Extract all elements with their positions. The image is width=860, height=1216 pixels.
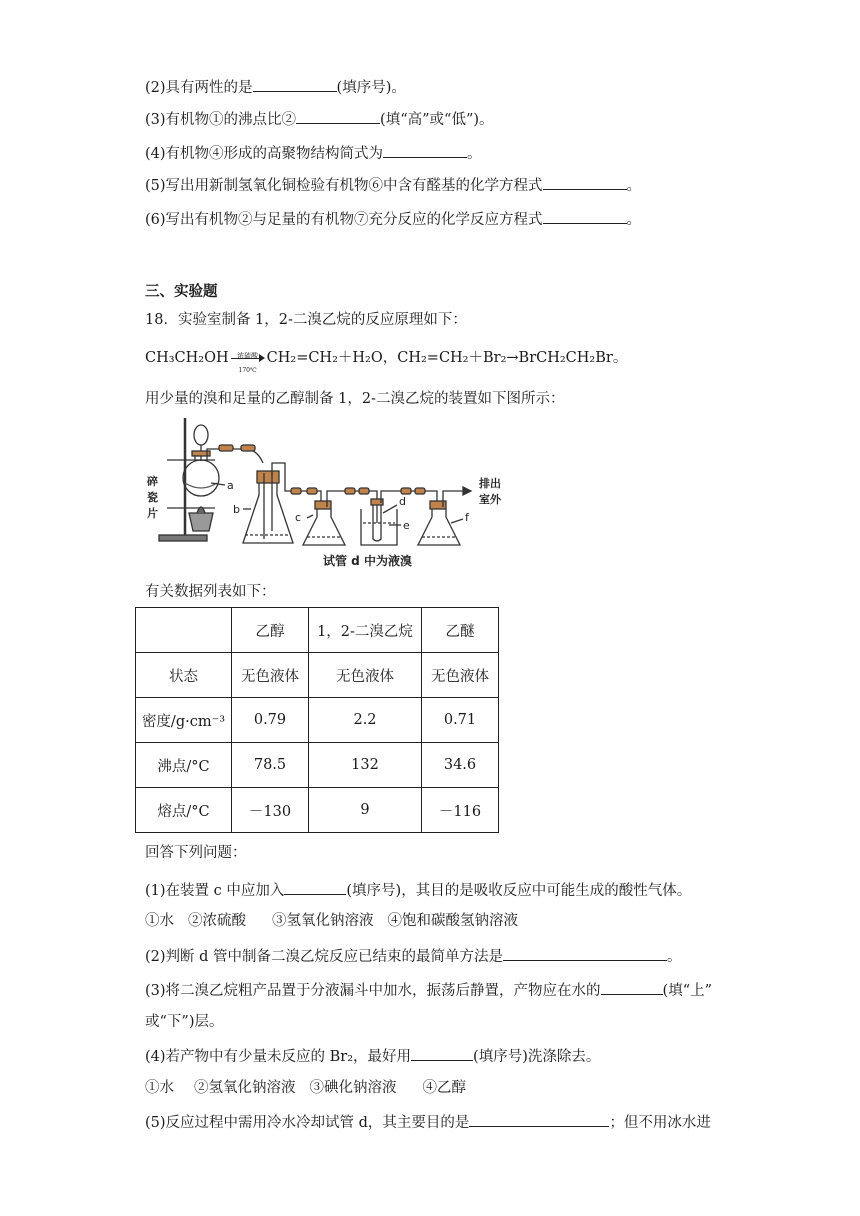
answer-blank[interactable] [411,1045,473,1061]
label-d: d [399,495,406,508]
table-header-cell: 1，2-二溴乙烷 [309,608,422,653]
question-number: (5) [145,178,166,194]
question-tail: (填“上” [662,983,713,999]
question-text: (3)将二溴乙烷粗产品置于分液漏斗中加水，振荡后静置，产物应在水的 [145,983,601,999]
table-cell: 0.71 [422,698,499,743]
condition-bottom: 170℃ [238,367,257,374]
table-cell: 2.2 [309,698,422,743]
table-cell: 沸点/°C [136,743,232,788]
label-e: e [403,519,410,532]
table-cell: 密度/g·cm⁻³ [136,698,232,743]
question-3 [145,108,494,130]
q18-intro: 18．实验室制备 1，2-二溴乙烷的反应原理如下： [145,312,467,328]
table-cell: 78.5 [232,743,309,788]
answer-blank[interactable] [601,979,663,995]
question-text: (4)若产物中有少量未反应的 Br₂，最好用 [145,1049,412,1065]
option: ④乙醇 [422,1080,466,1096]
equation-reactant: CH₃CH₂OH [145,350,229,366]
question-5 [145,174,641,196]
question-tail: 。 [667,949,682,965]
answer-prompt: 回答下列问题： [145,845,247,861]
table-cell: 熔点/°C [136,788,232,833]
question-tail: 。 [626,212,642,228]
sub-question-4 [145,1045,600,1067]
data-table [135,607,499,833]
section-title: 三、实验题 [145,283,218,300]
table-cell: 无色液体 [309,653,422,698]
option: ②浓硫酸 [188,913,246,929]
question-tail: (填序号)，其目的是吸收反应中可能生成的酸性气体。 [346,883,692,899]
table-row [136,653,499,698]
table-header-row [136,608,499,653]
option: ①水 [145,1080,174,1096]
apparatus-text: 用少量的溴和足量的乙醇制备 1，2-二溴乙烷的装置如下图所示： [145,391,565,407]
option: ③碘化钠溶液 [309,1080,397,1096]
figure-caption: 试管 d 中为液溴 [323,554,412,568]
question-number: (4) [145,146,166,162]
sub-question-5 [145,1111,711,1133]
condition-top: 浓硫酸 [237,352,259,360]
exhaust-label-2: 室外 [479,493,501,506]
figure-side-label-2: 瓷 [147,491,158,504]
option: ①水 [145,913,174,929]
answer-blank[interactable] [543,208,627,224]
question-tail: ；但不用冰水进 [609,1115,711,1131]
option: ③氢氧化钠溶液 [272,913,374,929]
table-cell: 34.6 [422,743,499,788]
answer-blank[interactable] [469,1111,609,1127]
table-cell: 状态 [136,653,232,698]
answer-blank[interactable] [503,945,667,961]
equation-products: CH₂=CH₂＋H₂O，CH₂=CH₂＋Br₂→BrCH₂CH₂Br。 [266,350,628,366]
question-text: (5)反应过程中需用冷水冷却试管 d，其主要目的是 [145,1115,470,1131]
question-text: 有机物①的沸点比② [165,112,297,128]
reaction-equation [145,348,628,374]
sub-question-1 [145,879,691,901]
question-number: (3) [145,112,166,128]
sub-question-3 [145,979,712,1001]
question-number: (2) [145,80,166,96]
table-header-cell: 乙醇 [232,608,309,653]
question-4 [145,142,482,164]
label-c: c [295,511,302,524]
table-header-cell: 乙醚 [422,608,499,653]
reaction-arrow-icon [231,348,265,374]
label-a: a [227,479,234,492]
option: ②氢氧化钠溶液 [194,1080,296,1096]
sub-question-4-options [145,1078,480,1098]
sub-question-3-cont: 或“下”)层。 [145,1014,224,1030]
question-text: (1)在装置 c 中应加入 [145,883,285,899]
label-b: b [233,503,240,516]
label-f: f [465,511,469,524]
question-tail: (填序号)洗涤除去。 [473,1049,601,1065]
sub-question-1-options [145,911,532,931]
question-tail: 。 [467,146,482,162]
table-header-cell [136,608,232,653]
answer-blank[interactable] [284,879,346,895]
question-number: (6) [145,212,166,228]
table-cell: －116 [422,788,499,833]
question-2 [145,76,406,98]
answer-blank[interactable] [296,108,380,124]
apparatus-diagram [145,413,525,573]
table-cell: 0.79 [232,698,309,743]
answer-blank[interactable] [253,76,337,92]
answer-blank[interactable] [383,142,467,158]
table-intro: 有关数据列表如下： [145,584,276,600]
question-text: 有机物④形成的高聚物结构简式为 [165,146,384,162]
table-cell: 9 [309,788,422,833]
sub-question-2 [145,945,682,967]
question-text: (2)判断 d 管中制备二溴乙烷反应已结束的最简单方法是 [145,949,504,965]
table-cell: 无色液体 [232,653,309,698]
table-row [136,698,499,743]
table-row [136,788,499,833]
question-text: 写出有机物②与足量的有机物⑦充分反应的化学反应方程式 [165,212,543,228]
question-6 [145,208,641,230]
question-tail: (填“高”或“低”)。 [380,112,494,128]
question-text: 具有两性的是 [165,80,253,96]
figure-side-label-1: 碎 [147,475,158,488]
question-text: 写出用新制氢氧化铜检验有机物⑥中含有醛基的化学方程式 [165,178,543,194]
table-cell: －130 [232,788,309,833]
figure-side-label-3: 片 [147,507,158,520]
question-tail: 。 [626,178,642,194]
table-cell: 无色液体 [422,653,499,698]
option: ④饱和碳酸氢钠溶液 [387,913,518,929]
question-tail: (填序号)。 [336,80,406,96]
table-row [136,743,499,788]
answer-blank[interactable] [543,174,627,190]
exhaust-label-1: 排出 [479,477,501,490]
table-cell: 132 [309,743,422,788]
